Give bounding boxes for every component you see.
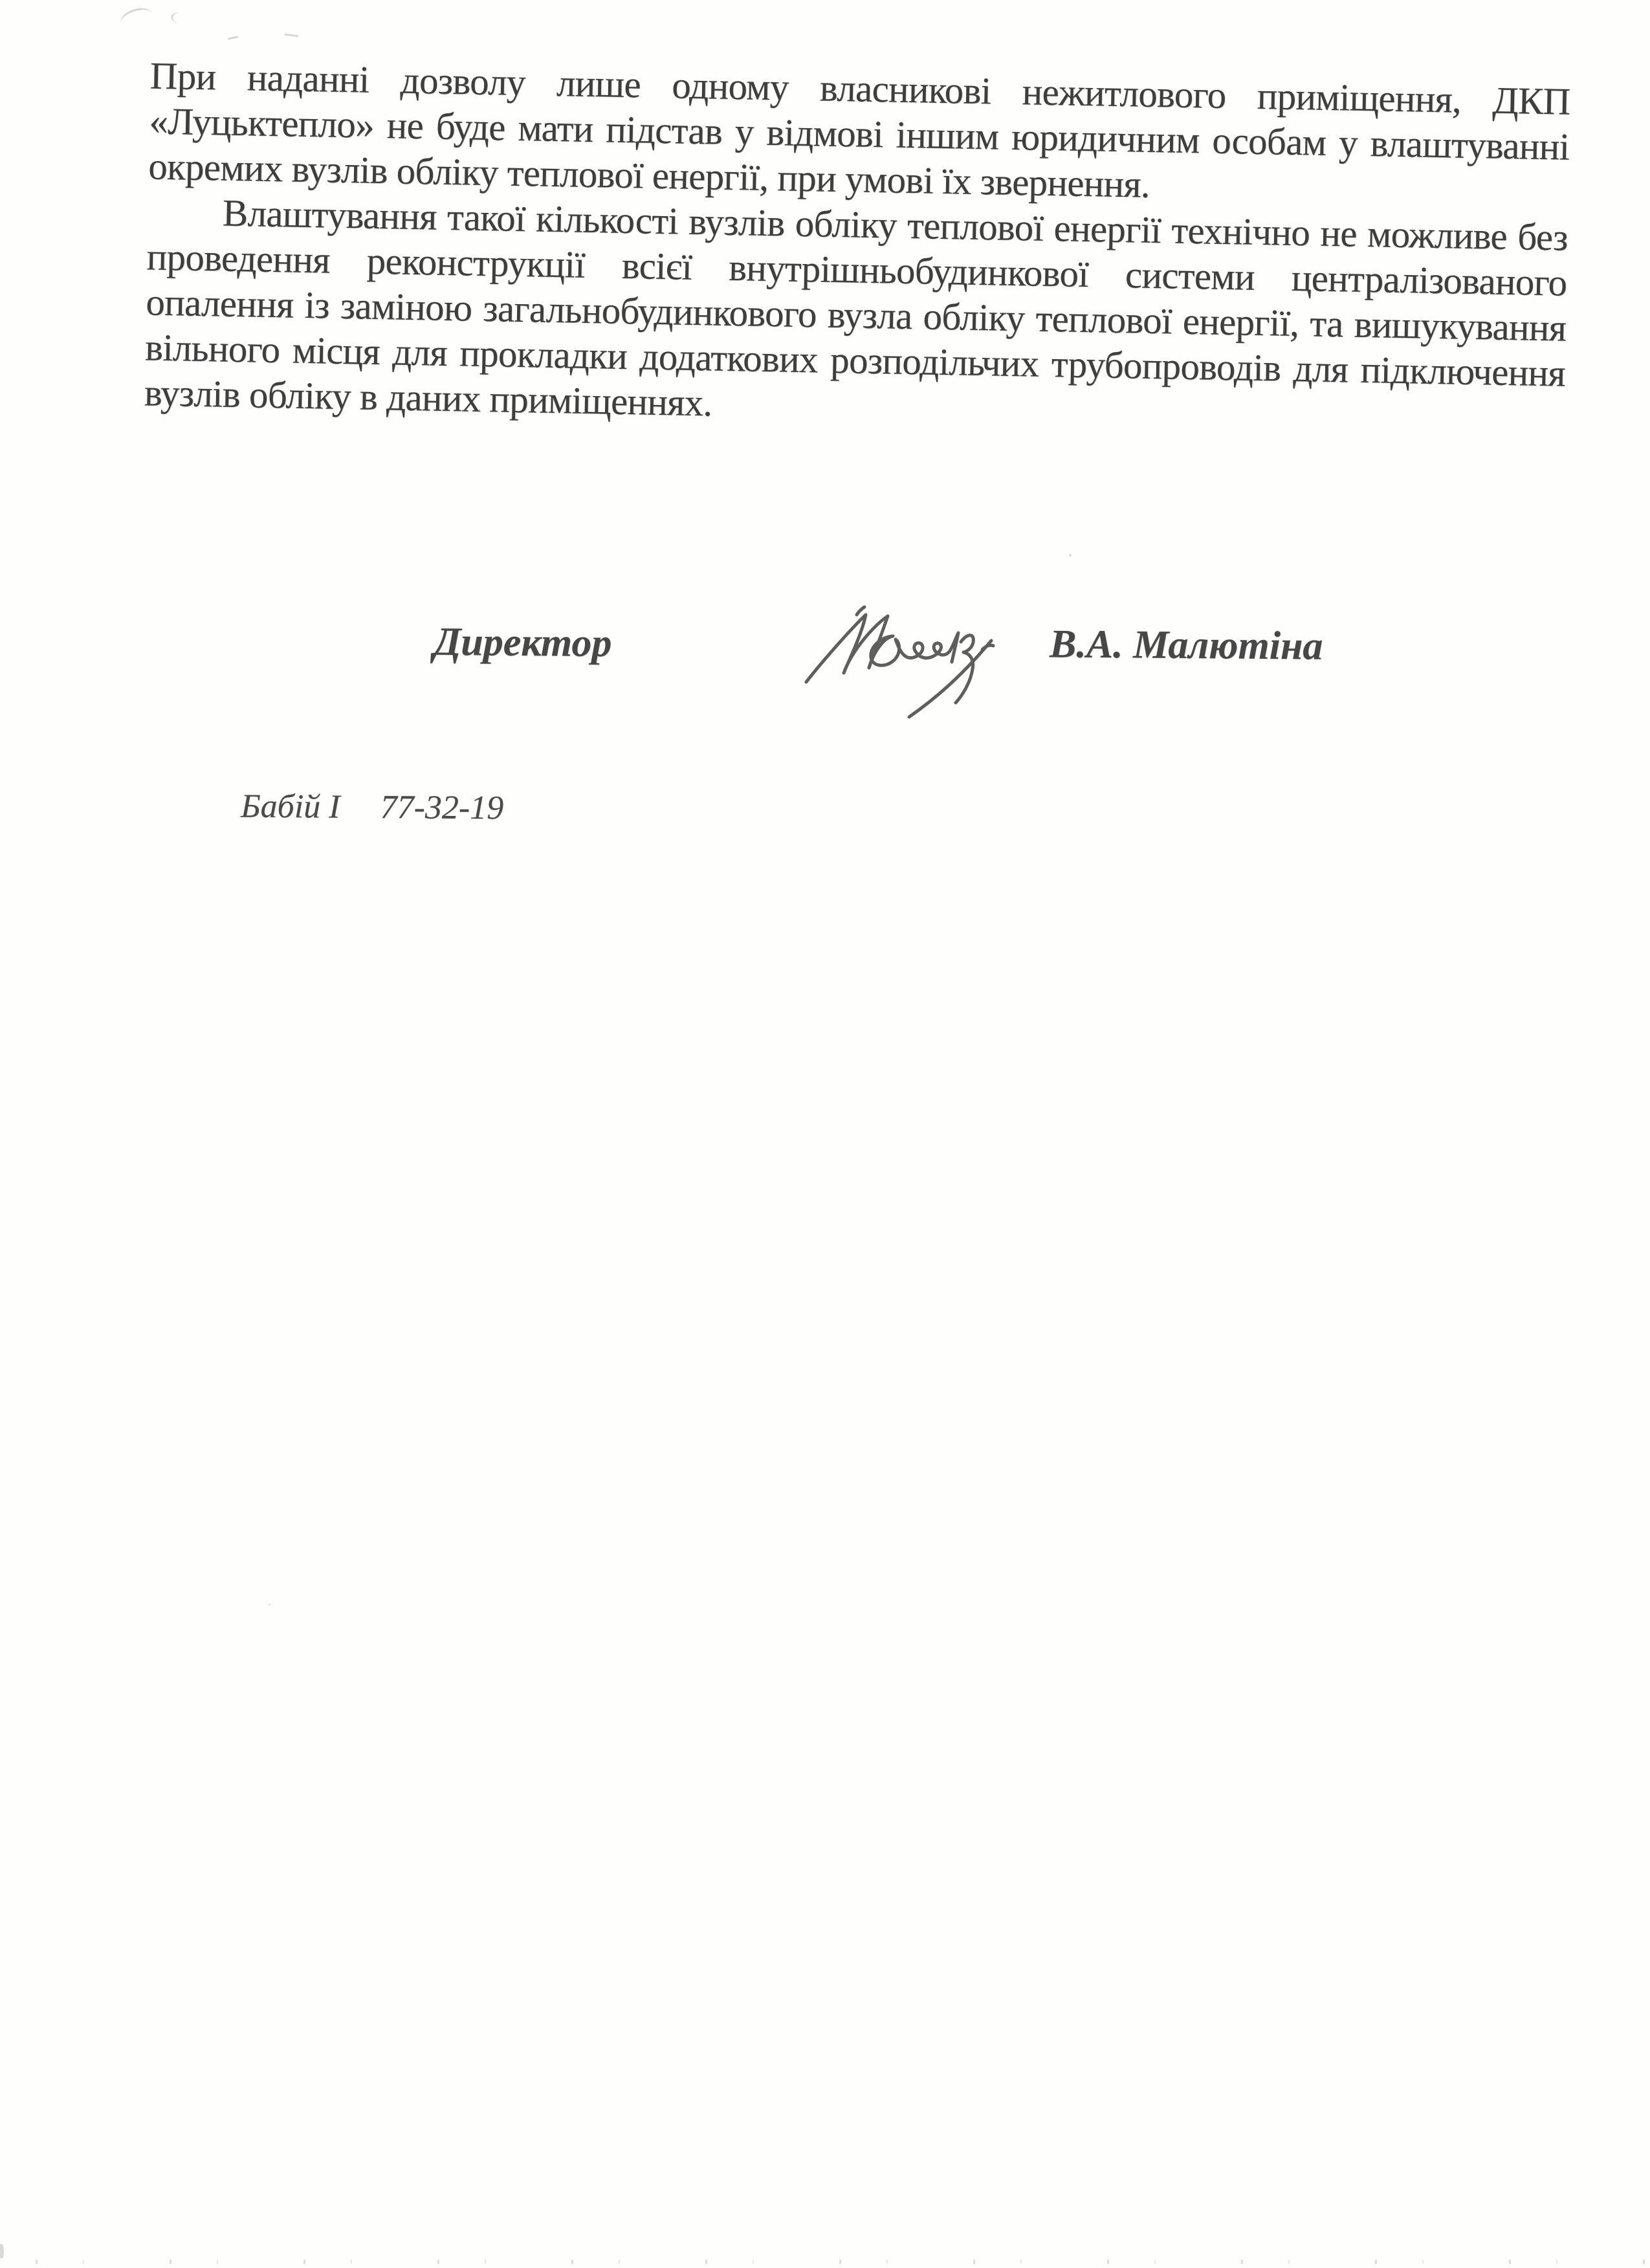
scan-smudge xyxy=(117,5,155,34)
letter-body xyxy=(144,52,1570,441)
executor-line xyxy=(241,787,504,828)
signatory-name: В.А. Малютіна xyxy=(1049,622,1323,668)
scan-smudge xyxy=(170,10,193,27)
scan-speck xyxy=(269,1603,270,1605)
scan-noise-bottom-edge xyxy=(0,2260,1650,2264)
paragraph-1: При наданні дозволу лише одному власникові нежитлового приміщення, ДКП «Луцьктепло» не буде мати підстав у відмові іншим юридичним особам у влаштуванні окремих вузлів обліку теплової енергії, при умові їх звернення. xyxy=(148,54,1571,206)
handwritten-signature-icon xyxy=(776,600,996,720)
scan-smudge xyxy=(285,34,298,38)
executor-name: Бабій І xyxy=(240,787,340,826)
scan-smudge xyxy=(228,36,238,39)
signatory-title: Директор xyxy=(433,619,612,666)
executor-phone: 77-32-19 xyxy=(380,789,504,827)
scan-edge-mark xyxy=(0,2244,4,2258)
scan-speck xyxy=(1069,554,1072,556)
signature-strokes xyxy=(806,607,993,717)
paragraph-2: Влаштування такої кількості вузлів обліку теплової енергії технічно не можливе без проведення реконструкції всієї внутрішньобудинкової системи централізованого опалення із заміною загальнобудинкового вузла обліку теплової енергії, та вишукування вільного місця для прокладки додаткових розподільчих трубопроводів для підключення вузлів обліку в даних приміщеннях. xyxy=(144,191,1568,424)
